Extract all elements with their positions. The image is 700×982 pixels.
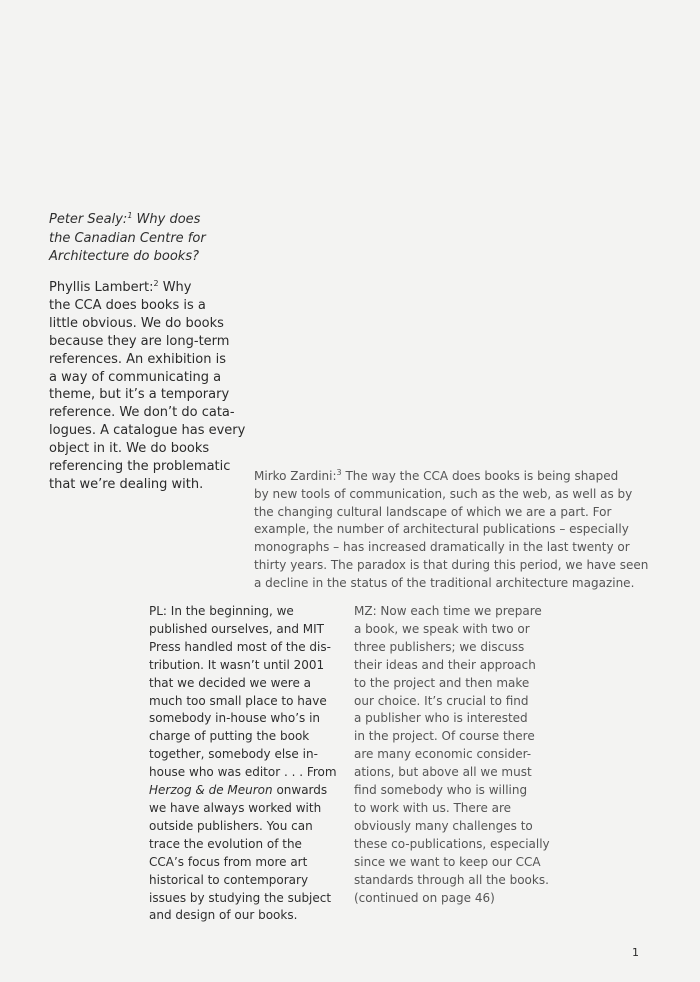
text-line: obviously many challenges to bbox=[354, 818, 533, 833]
text-line: PL: In the beginning, we bbox=[149, 604, 294, 618]
text-line: by new tools of communication, such as the web, as well as by bbox=[254, 486, 633, 501]
text-line: outside publishers. You can bbox=[149, 818, 313, 833]
answer-phyllis-lambert-1 bbox=[49, 279, 245, 494]
text-line: (continued on page 46) bbox=[354, 890, 495, 905]
footnote-marker: 2 bbox=[153, 279, 159, 288]
text-line: house who was editor . . . From bbox=[149, 765, 337, 780]
text-line: our choice. It’s crucial to find bbox=[354, 693, 529, 708]
text-line: published ourselves, and MIT bbox=[149, 621, 325, 636]
text-line: theme, but it’s a temporary bbox=[49, 387, 230, 403]
text-line: the CCA does books is a bbox=[49, 297, 206, 313]
text-line: referencing the problematic bbox=[49, 459, 231, 475]
text-line: logues. A catalogue has every bbox=[49, 423, 246, 439]
text-line: a book, we speak with two or bbox=[354, 621, 530, 636]
text-line: little obvious. We do books bbox=[49, 315, 224, 331]
text-line: monographs – has increased dramatically in the last twenty or bbox=[254, 540, 630, 555]
text-line: a decline in the status of the traditional architecture magazine. bbox=[254, 575, 635, 590]
text-line: Why bbox=[158, 280, 192, 295]
text-line: much too small place to have bbox=[149, 693, 327, 708]
page-number: 1 bbox=[632, 946, 639, 959]
text-line: example, the number of architectural publications – especially bbox=[254, 522, 629, 537]
text-line: references. An exhibition is bbox=[49, 351, 226, 367]
text-line: reference. We don’t do cata- bbox=[49, 405, 235, 421]
text-line: CCA’s focus from more art bbox=[149, 854, 308, 869]
text-line: we have always worked with bbox=[149, 800, 322, 815]
speaker-name: Phyllis Lambert: bbox=[49, 280, 154, 295]
text-line: issues by studying the subject bbox=[149, 890, 332, 905]
question-peter-sealy bbox=[49, 211, 206, 267]
text-line: because they are long-term bbox=[49, 333, 230, 349]
text-line: the Canadian Centre for bbox=[49, 230, 206, 246]
text-line: find somebody who is willing bbox=[354, 783, 528, 798]
text-line: a way of communicating a bbox=[49, 369, 222, 385]
text-line: trace the evolution of the bbox=[149, 836, 302, 851]
text-line: standards through all the books. bbox=[354, 872, 549, 887]
text-line: charge of putting the book bbox=[149, 729, 310, 744]
text-line: to work with us. There are bbox=[354, 800, 512, 815]
text-line: object in it. We do books bbox=[49, 441, 210, 457]
text-line: the changing cultural landscape of which we are a part. For bbox=[254, 504, 612, 519]
text-line: that we’re dealing with. bbox=[49, 476, 204, 492]
text-line: somebody in-house who’s in bbox=[149, 711, 321, 726]
footnote-marker: 1 bbox=[127, 211, 133, 220]
text-line: The way the CCA does books is being shaped bbox=[341, 469, 619, 483]
answer-phyllis-lambert-2 bbox=[149, 603, 337, 925]
text-line: historical to contemporary bbox=[149, 872, 309, 887]
speaker-name: Peter Sealy: bbox=[49, 212, 128, 227]
text-line: are many economic consider- bbox=[354, 747, 532, 762]
text-line: onwards bbox=[272, 783, 328, 798]
footnote-marker: 3 bbox=[336, 468, 342, 477]
text-line: ations, but above all we must bbox=[354, 765, 532, 780]
text-line: in the project. Of course there bbox=[354, 729, 535, 744]
text-line: a publisher who is interested bbox=[354, 711, 528, 726]
text-line: and design of our books. bbox=[149, 908, 298, 923]
text-line: their ideas and their approach bbox=[354, 657, 536, 672]
speaker-name: Mirko Zardini: bbox=[254, 469, 337, 483]
text-line: together, somebody else in- bbox=[149, 747, 318, 762]
text-line: Press handled most of the dis- bbox=[149, 639, 331, 654]
book-title: Herzog & de Meuron bbox=[149, 783, 273, 798]
answer-mirko-zardini-1 bbox=[254, 468, 648, 593]
text-line: since we want to keep our CCA bbox=[354, 854, 541, 869]
text-line: tribution. It wasn’t until 2001 bbox=[149, 657, 325, 672]
text-line: Why does bbox=[132, 212, 201, 227]
text-line: these co-publications, especially bbox=[354, 836, 550, 851]
text-line: MZ: Now each time we prepare bbox=[354, 604, 542, 618]
text-line: to the project and then make bbox=[354, 675, 530, 690]
text-line: that we decided we were a bbox=[149, 675, 311, 690]
answer-mirko-zardini-2 bbox=[354, 603, 550, 907]
text-line: Architecture do books? bbox=[49, 249, 199, 264]
text-line: thirty years. The paradox is that during this period, we have seen bbox=[254, 557, 649, 572]
text-line: three publishers; we discuss bbox=[354, 639, 525, 654]
